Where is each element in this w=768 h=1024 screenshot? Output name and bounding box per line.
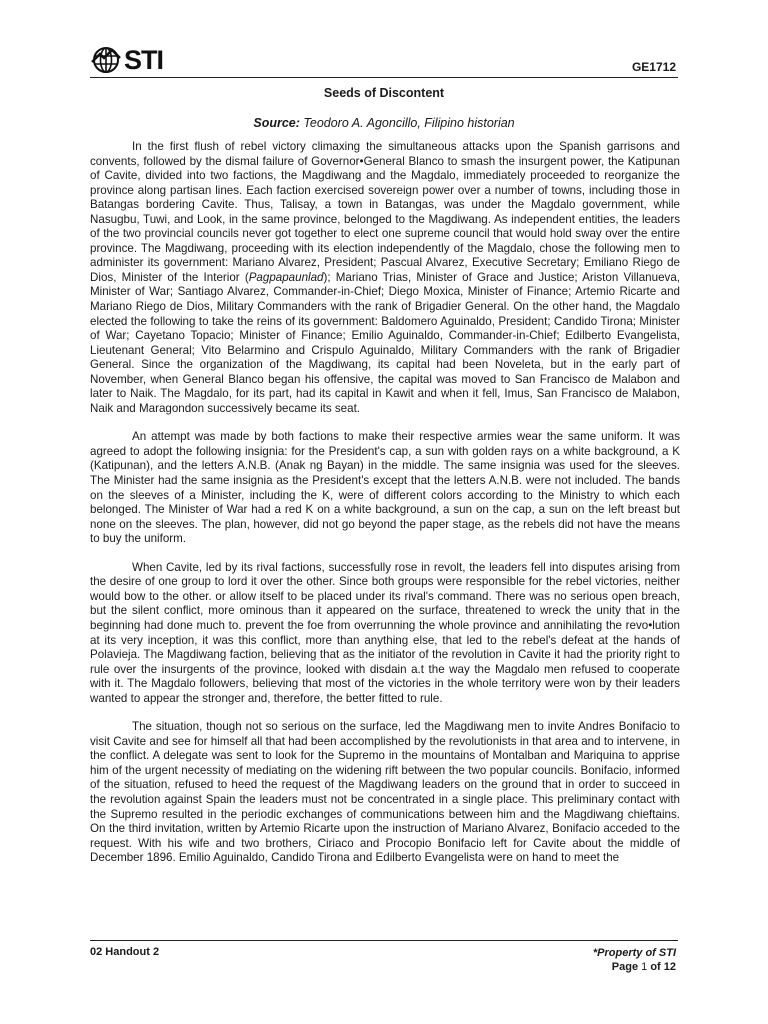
paragraph-1-part-a: In the first flush of rebel victory climaxing the simultaneous attacks upon the Spanish garrisons and convents, followed by the dismal failure of Governor•General Blanco to smash the insurgent power, the Katipunan of Cavite, divided into two factions, the Magdiwang and the Magdalo, immediately proceeded to reorganize the province along partisan lines. Each faction exercised sovereign power over a number of towns, including those in Batangas bordering Cavite. Thus, Talisay, a town in Batangas, was under the Magdalo government, while Nasugbu, Tuwi, and Look, in the same province, belonged to the Magdiwang. As independent entities, the leaders of the two provincial councils never got together to elect one supreme council that would hold sway over the entire province. The Magdiwang, proceeding with its election independently of the Magdalo, chose the following men to administer its government: Mariano Alvarez, President; Pascual Alvarez, Executive Secretary; Emiliano Riego de Dios, Minister of the Interior ( bbox=[90, 140, 680, 284]
source-label: Source: bbox=[253, 116, 300, 130]
document-code: GE1712 bbox=[631, 60, 676, 74]
document-title: Seeds of Discontent bbox=[323, 86, 445, 100]
paragraph-4: The situation, though not so serious on the surface, led the Magdiwang men to invite Andres Bonifacio to visit Cavite and see for himself all that had been accomplished by the revolutionists in that area and to intervene, in the conflict. A delegate was sent to look for the Supremo in the mountains of Montalban and Mariquina to apprise him of the urgent necessity of mediating on the widening rift between the two popular councils. Bonifacio, informed of the situation, refused to heed the request of the Magdiwang leaders on the ground that in order to succeed in the revolution against Spain the leaders must not be concentrated in a single place. This preliminary contact with the Supremo resulted in the periodic exchanges of communications between him and the Magdiwang chieftains. On the third invitation, written by Artemio Ricarte upon the instruction of Mariano Alvarez, Bonifacio acceded to the request. With his wife and two brothers, Ciriaco and Procopio Bonifacio left for Cavite about the middle of December 1896. Emilio Aguinaldo, Candido Tirona and Edilberto Evangelista were on hand to meet the bbox=[90, 720, 680, 865]
footer-divider bbox=[90, 940, 678, 941]
page-total: of 12 bbox=[650, 961, 676, 973]
header-divider bbox=[90, 77, 678, 78]
footer-right bbox=[593, 946, 676, 974]
page-number: 1 bbox=[641, 961, 648, 973]
source-line bbox=[90, 116, 678, 130]
source-text: Teodoro A. Agoncillo, Filipino historian bbox=[303, 116, 515, 130]
sti-logo bbox=[90, 44, 163, 76]
paragraph-1 bbox=[90, 140, 680, 416]
logo-text: STI bbox=[124, 45, 164, 75]
document-body bbox=[90, 140, 680, 880]
globe-icon bbox=[90, 44, 122, 76]
paragraph-3: When Cavite, led by its rival factions, successfully rose in revolt, the leaders fell into disputes arising from the desire of one group to lord it over the other. Since both groups were responsible for the rebel victories, neither would bow to the other. or allow itself to be placed under its rival's command. There was no serious open breach, but the silent conflict, more ominous than it appeared on the surface, threatened to wreck the unity that in the beginning had done much to. prevent the foe from overrunning the whole province and annihilating the revo•lution at its very inception, it was this conflict, more than anything else, that led to the rebel's defeat at the hands of Polavieja. The Magdiwang faction, believing that as the initiator of the revolution in Cavite it had the priority right to rule over the insurgents of the province, looked with disdain a.t the way the Magdalo men refused to cooperate with it. The Magdalo followers, believing that most of the victories in the whole territory were won by their leaders wanted to appear the stronger and, therefore, the better fitted to rule. bbox=[90, 560, 680, 705]
page-word: Page bbox=[611, 961, 639, 973]
page-indicator bbox=[593, 960, 676, 974]
paragraph-2: An attempt was made by both factions to make their respective armies wear the same uniform. It was agreed to adopt the following insignia: for the President's cap, a sun with golden rays on a white background, a K (Katipunan), and the letters A.N.B. (Anak ng Bayan) in the middle. The same insignia was used for the sleeves. The Minister had the same insignia as the President's except that the letters A.N.B. were not included. The bands on the sleeves of a Minister, including the K, were of different colors according to the Ministry to which each belonged. The Minister of War had a red K on a white background, a sun on the cap, a sun on the left breast but none on the sleeves. The plan, however, did not go beyond the paper stage, as the rebels did not have the means to buy the uniform. bbox=[90, 430, 680, 546]
handout-label: 02 Handout 2 bbox=[90, 946, 160, 958]
paragraph-1-italic: Pagpapaunlad bbox=[248, 270, 324, 284]
property-notice: *Property of STI bbox=[592, 947, 676, 959]
paragraph-1-part-b: ); Mariano Trias, Minister of Grace and Justice; Ariston Villanueva, Minister of War; Santiago Alvarez, Commander-in-Chief; Diego Moxica, Minister of Finance; Artemio Ricarte and Mariano Riego de Dios, Military Commanders with the rank of Brigadier General. On the other hand, the Magdalo elected the following to take the reins of its government: Baldomero Aguinaldo, President; Candido Tirona; Minister of War; Cayetano Topacio; Minister of Finance; Emilio Aguinaldo, Commander-in-Chief; Edilberto Evangelista, Lieutenant General; Vito Belarmino and Crispulo Aguinaldo, Military Commanders with the rank of Brigadier General. Since the organization of the Magdiwang, its capital had been Noveleta, but in the early part of November, when General Blanco began his offensive, the capital was moved to San Francisco de Malabon and later to Naik. The Magdalo, for its part, had its capital in Kawit and when it fell, Imus, San Francisco de Malabon, Naik and Maragondon successively became its seat. bbox=[90, 270, 680, 415]
